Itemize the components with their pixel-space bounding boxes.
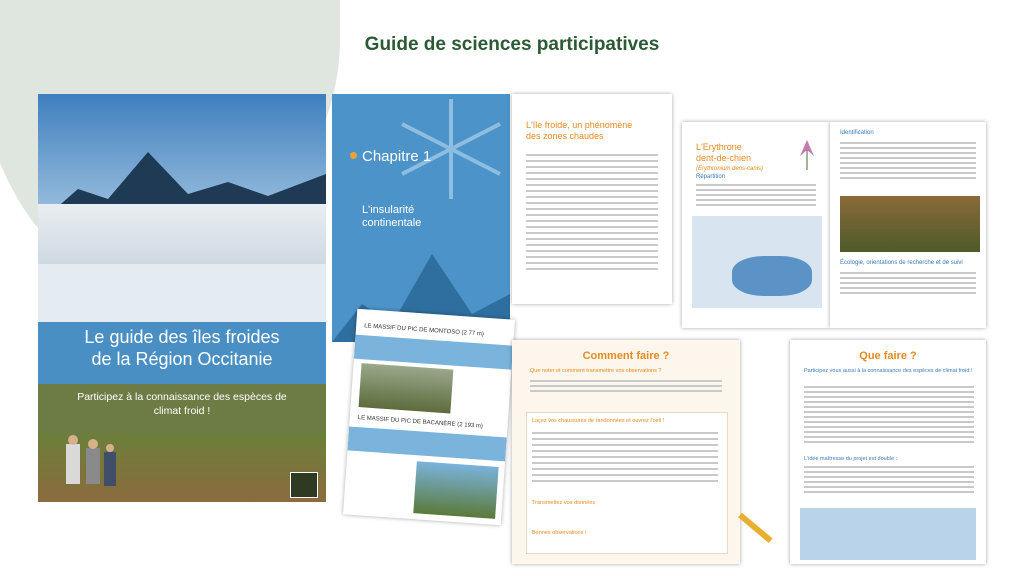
cover-clouds <box>38 204 326 264</box>
text-lines <box>804 386 974 443</box>
mountain-photo <box>413 461 498 519</box>
species-page <box>682 122 830 328</box>
identification-page <box>830 122 986 328</box>
how-to-question: Que noter et comment transmettre vos observations ? <box>530 368 662 374</box>
hikers-icon <box>58 434 128 502</box>
species-title <box>696 142 806 175</box>
cover-subtitle-line1: Participez à la connaissance des espèces de <box>77 391 287 403</box>
what-to-do-page <box>790 340 986 564</box>
distribution-map <box>692 216 822 308</box>
page3-title <box>526 120 666 142</box>
good-observations: Bonnes observations ! <box>532 530 587 536</box>
chapter-subtitle-line2: continentale <box>362 217 422 229</box>
guide-cover <box>38 94 326 502</box>
massif-title-1: LE MASSIF DU PIC DE MONTOSO (2 77 m) <box>363 323 485 338</box>
chapter-subtitle-line1: L'insularité <box>362 204 415 216</box>
text-lines <box>530 380 722 392</box>
forest-photo <box>840 196 980 252</box>
text-lines <box>804 466 974 493</box>
map-zone <box>732 256 812 296</box>
chapter-page <box>332 94 510 342</box>
summary-band <box>800 508 976 560</box>
mountain-photo <box>359 363 454 413</box>
publisher-logo <box>290 472 318 498</box>
species-title-line1: L'Erythrone <box>696 142 742 152</box>
identification-heading: Identification <box>840 130 874 136</box>
text-lines <box>526 154 658 274</box>
how-to-page <box>512 340 740 564</box>
chapter-subtitle <box>362 204 421 230</box>
cover-title-line1: Le guide des îles froides <box>84 327 280 347</box>
massif-title-2: LE MASSIF DU PIC DE BACANÈRE (2 193 m) <box>357 415 484 430</box>
cover-title-line2: de la Région Occitanie <box>91 349 273 369</box>
text-page <box>512 94 672 304</box>
pencil-icon <box>738 513 772 543</box>
text-lines <box>840 142 976 179</box>
page3-title-line1: L'île froide, un phénomène <box>526 120 633 130</box>
cover-fog <box>38 264 326 322</box>
page3-title-line2: des zones chaudes <box>526 131 604 141</box>
info-band <box>347 426 506 461</box>
text-lines <box>840 272 976 294</box>
idea-heading: L'idée maîtresse du projet est double : <box>804 456 898 462</box>
page-title: Guide de sciences participatives <box>364 34 660 55</box>
how-to-title: Comment faire ? <box>582 350 670 362</box>
what-to-do-question: Participez vous aussi à la connaissance des espèces de climat froid ! <box>804 368 973 374</box>
flower-icon <box>792 136 822 170</box>
transmit-heading: Transmettez vos données <box>532 500 596 506</box>
cover-subtitle <box>46 390 318 418</box>
chapter-title: Chapitre 1 <box>362 148 432 165</box>
text-lines <box>532 432 718 482</box>
chapter-bullet <box>350 152 357 159</box>
boots-heading: Laçez vos chaussures de randonnées et ouvrez l'oeil ! <box>532 418 665 424</box>
massif-page <box>343 309 515 526</box>
text-lines <box>696 184 816 206</box>
species-latin: (Erythronium dens-canis) <box>696 166 764 172</box>
cover-title <box>38 326 326 370</box>
what-to-do-title: Que faire ? <box>859 350 917 362</box>
ecology-heading: Écologie, orientations de recherche et de suivi <box>840 260 963 266</box>
distribution-heading: Répartition <box>696 174 726 180</box>
cover-subtitle-line2: climat froid ! <box>153 405 211 417</box>
species-title-line2: dent-de-chien <box>696 153 752 163</box>
